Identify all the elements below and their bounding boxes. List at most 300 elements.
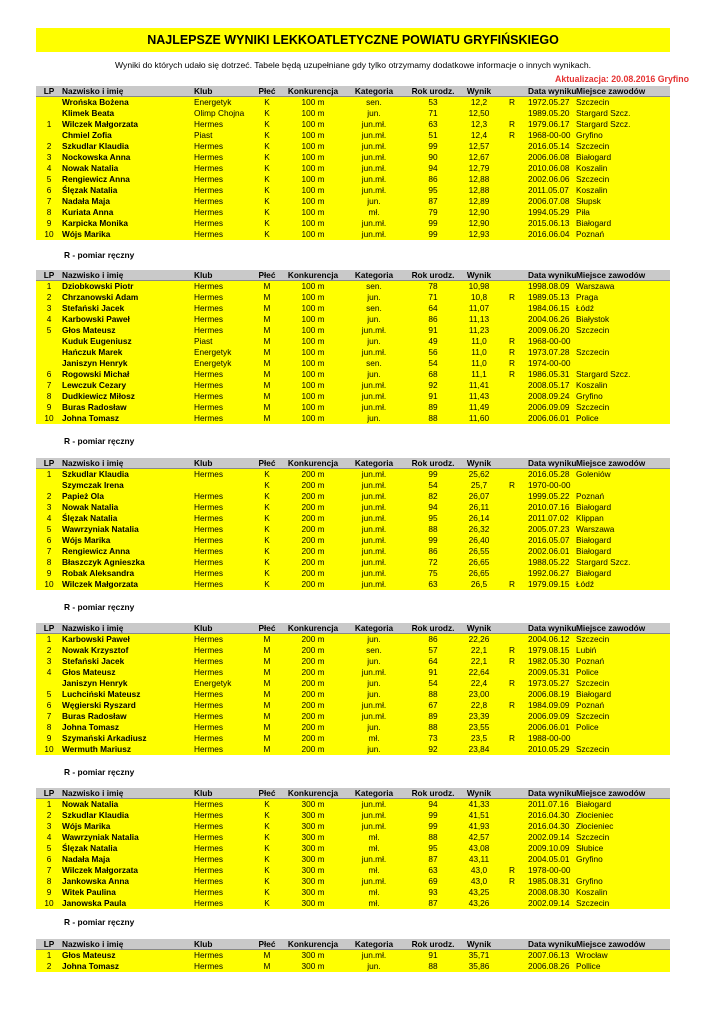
table-cell: Wójs Marika [62,821,111,831]
column-header [496,458,528,468]
table-cell: 200 m [301,469,325,479]
table-cell: 88 [428,832,438,842]
table-cell: 5 [46,843,52,853]
table-cell: Piła [576,207,590,217]
table-cell: Energetyk [194,678,232,688]
table-cell: Hermes [194,229,224,239]
table-cell: K [264,163,270,173]
table-cell: 9 [46,887,52,897]
table-cell: R [509,579,515,589]
table-cell: 87 [428,854,438,864]
table-cell [496,634,528,645]
table-row [36,810,670,821]
table-cell: 1979.09.15 [528,579,570,589]
table-cell: Hermes [194,163,224,173]
table-cell: Koszalin [576,887,608,897]
table-cell: 22,1 [470,645,488,655]
table-cell: Police [576,722,599,732]
table-cell: 43,25 [468,887,490,897]
table-cell: Energetyk [194,97,232,107]
table-cell: 2002.09.14 [528,832,570,842]
column-header: Rok urodz. [411,458,455,468]
table-cell: M [263,645,271,655]
table-row [36,799,670,810]
table-cell: R [509,336,515,346]
column-header: Konkurencja [287,939,339,949]
table-cell: 300 m [301,854,325,864]
table-cell: 26,55 [468,546,490,556]
table-cell: Hermes [194,152,224,162]
table-cell: K [264,865,270,875]
table-cell [576,733,670,744]
table-cell: 100 m [301,325,325,335]
table-row [36,391,670,402]
column-header: Konkurencja [287,458,339,468]
table-cell: 82 [428,491,438,501]
table-cell: 26,07 [468,491,490,501]
table-row [36,325,670,336]
table-cell: 71 [428,292,438,302]
table-cell: 200 m [301,579,325,589]
table-cell: Wilczek Małgorzata [62,579,139,589]
table-row [36,689,670,700]
column-header: Konkurencja [287,623,339,633]
table-cell: Police [576,413,599,423]
table-cell: Lewczuk Cezary [62,380,127,390]
table-cell: 86 [428,634,438,644]
table-cell: 26,5 [470,579,488,589]
table-cell: jun.mł. [361,821,387,831]
table-cell: 2006.09.09 [528,402,570,412]
table-cell: 64 [428,303,438,313]
table-cell: 100 m [301,347,325,357]
column-header: Nazwisko i imię [62,939,124,949]
table-cell: Kuriata Anna [62,207,114,217]
table-cell: 2008.08.30 [528,887,570,897]
table-cell: Piast [194,336,213,346]
table-cell: Szkudlar Klaudia [62,810,129,820]
table-cell: Hermes [194,711,224,721]
table-cell: jun.mł. [361,502,387,512]
table-cell: Hermes [194,634,224,644]
table-cell: jun.mł. [361,402,387,412]
table-cell: 100 m [301,336,325,346]
table-header [36,623,670,634]
table-cell: R [509,292,515,302]
table-cell: Hermes [194,865,224,875]
table-cell: Hermes [194,876,224,886]
table-cell: 1974-00-00 [528,358,571,368]
table-cell: Lubiń [576,645,597,655]
table-cell: K [264,196,270,206]
column-header: Płeć [258,788,276,798]
table-cell: 88 [428,961,438,971]
table-cell: 4 [46,513,52,523]
table-cell: Wrocław [576,950,608,960]
table-cell: 71 [428,108,438,118]
table-cell: K [264,535,270,545]
table-cell: M [263,961,271,971]
table-cell: M [263,358,271,368]
table-row [36,174,670,185]
table-cell [496,557,528,568]
table-cell: jun. [367,689,381,699]
table-cell: 2 [46,961,52,971]
table-cell: Wójs Marika [62,229,111,239]
table-cell [496,950,528,961]
column-header: Klub [194,458,213,468]
table-cell [496,961,528,972]
table-cell: Stefański Jacek [62,303,125,313]
table-cell: Wilczek Małgorzata [62,865,139,875]
table-cell: 2002.09.14 [528,898,570,908]
table-cell: Wilczek Małgorzata [62,119,139,129]
table-cell: 4 [46,163,52,173]
results-table [36,623,670,755]
table-cell: 88 [428,722,438,732]
column-header: Kategoria [354,623,394,633]
table-cell: Hermes [194,491,224,501]
table-cell: 1979.06.17 [528,119,570,129]
page-subtitle: Wyniki do których udało się dotrzeć. Tabele będą uzupełniane gdy tylko otrzymamy dodatkowe informacje o innych wynikach. [114,60,591,70]
table-cell: M [263,722,271,732]
table-cell: 300 m [301,887,325,897]
table-cell: Hermes [194,141,224,151]
table-cell [496,281,528,292]
table-cell: R [509,876,515,886]
table-row [36,656,670,667]
table-cell: 54 [428,678,438,688]
table-cell: 1999.05.22 [528,491,570,501]
table-cell: 2006.07.08 [528,196,570,206]
table-cell: 89 [428,402,438,412]
table-cell: 43,08 [468,843,490,853]
table-cell: M [263,402,271,412]
table-cell: jun.mł. [361,950,387,960]
table-cell: 8 [46,876,52,886]
table-cell: 200 m [301,502,325,512]
table-cell: 12,90 [468,218,490,228]
table-cell: 100 m [301,380,325,390]
table-cell [496,513,528,524]
table-cell: 90 [428,152,438,162]
table-cell: Szczecin [576,634,610,644]
table-cell: Police [576,667,599,677]
table-cell: jun.mł. [361,667,387,677]
table-row [36,950,670,961]
column-header: Wynik [466,86,492,96]
table-row [36,524,670,535]
table-cell: 93 [428,887,438,897]
table-cell: sen. [366,358,382,368]
table-cell: R [509,130,515,140]
table-cell [496,207,528,218]
table-cell: Złocieniec [576,810,614,820]
column-header: Nazwisko i imię [62,270,124,280]
table-cell: K [264,799,270,809]
table-cell: 6 [46,700,52,710]
column-header: Rok urodz. [411,623,455,633]
table-cell: 12,88 [468,174,490,184]
table-cell: Hermes [194,119,224,129]
table-cell: 11,0 [471,358,487,368]
table-row [36,887,670,898]
table-cell: Hermes [194,469,224,479]
column-header: Data wyniku [528,788,576,798]
table-cell: Szymański Arkadiusz [62,733,147,743]
table-cell: 200 m [301,689,325,699]
table-cell [496,391,528,402]
table-cell: jun.mł. [361,380,387,390]
table-cell: Hermes [194,799,224,809]
table-cell: Białogard [576,502,612,512]
table-cell: 3 [46,656,52,666]
table-cell: jun. [367,656,381,666]
table-cell: 86 [428,174,438,184]
table-cell: 23,84 [468,744,490,754]
column-header: Kategoria [354,939,394,949]
table-cell: 100 m [301,229,325,239]
table-cell: Hermes [194,700,224,710]
table-cell: Białogard [576,689,612,699]
table-cell: 64 [428,656,438,666]
table-row [36,854,670,865]
column-header: Konkurencja [287,270,339,280]
table-cell [496,174,528,185]
table-cell: K [264,579,270,589]
results-table [36,788,670,909]
table-cell: 2004.06.12 [528,634,570,644]
table-cell: K [264,854,270,864]
table-cell: 2010.06.08 [528,163,570,173]
table-cell: M [263,314,271,324]
table-cell: 9 [46,733,52,743]
table-cell: Poznań [576,656,605,666]
table-row [36,898,670,909]
table-cell: Szczecin [576,97,610,107]
table-cell: R [509,358,515,368]
table-cell: M [263,678,271,688]
table-cell: Goleniów [576,469,611,479]
table-cell: K [264,810,270,820]
table-cell: 1989.05.20 [528,108,570,118]
table-cell: 1994.05.29 [528,207,570,217]
table-cell: 10 [44,898,54,908]
table-cell: jun.mł. [361,185,387,195]
table-cell: Wawrzyniak Natalia [62,524,139,534]
table-row [36,218,670,229]
table-cell: 26,65 [468,557,490,567]
table-cell: Szkudlar Klaudia [62,469,129,479]
table-cell [496,854,528,865]
table-cell: K [264,887,270,897]
table-cell: 1979.08.15 [528,645,570,655]
table-cell: Papież Ola [62,491,104,501]
table-cell: Energetyk [194,358,232,368]
table-cell: Buras Radosław [62,402,127,412]
table-cell: 94 [428,502,438,512]
table-cell: K [264,469,270,479]
table-cell: 1985.08.31 [528,876,570,886]
table-cell: 100 m [301,358,325,368]
table-cell: 7 [46,546,52,556]
table-cell: Hermes [194,832,224,842]
table-cell: 100 m [301,141,325,151]
table-cell: Pollice [576,961,601,971]
table-cell: 79 [428,207,438,217]
table-cell: 63 [428,119,438,129]
table-cell: 67 [428,700,438,710]
table-cell: Słupsk [576,196,601,206]
table-cell: 300 m [301,821,325,831]
table-row [36,314,670,325]
column-header: Data wyniku [528,86,576,96]
table-cell [496,163,528,174]
table-cell: Hermes [194,292,224,302]
table-cell: 23,55 [468,722,490,732]
table-cell: Karbowski Paweł [62,634,130,644]
table-cell: Hermes [194,325,224,335]
table-cell: K [264,185,270,195]
table-row [36,130,670,141]
table-cell: Hermes [194,513,224,523]
table-cell: 12,89 [468,196,490,206]
table-cell: 2009.06.20 [528,325,570,335]
column-header: Wynik [466,458,492,468]
table-cell: 2 [46,491,52,501]
table-cell: 1973.05.27 [528,678,570,688]
table-cell: jun.mł. [361,557,387,567]
table-cell: 26,11 [468,502,490,512]
table-cell: 5 [46,524,52,534]
table-cell: R [509,656,515,666]
table-cell: Białogard [576,152,612,162]
table-cell [496,524,528,535]
table-cell: Łódź [576,303,594,313]
column-header: Klub [194,788,213,798]
table-cell: 3 [46,152,52,162]
column-header: Konkurencja [287,788,339,798]
table-cell: K [264,97,270,107]
table-cell: 300 m [301,950,325,960]
table-cell: Hermes [194,303,224,313]
table-cell: jun.mł. [361,218,387,228]
table-row [36,480,670,491]
table-cell: R [509,865,515,875]
table-cell: 1984.09.09 [528,700,570,710]
column-header: Wynik [466,939,492,949]
table-cell: 26,65 [468,568,490,578]
table-cell: Hermes [194,645,224,655]
column-header: Płeć [258,458,276,468]
table-cell: Hermes [194,207,224,217]
table-cell: K [264,152,270,162]
table-cell: 2008.05.17 [528,380,570,390]
column-header: LP [43,86,55,96]
table-cell: 8 [46,557,52,567]
table-cell: M [263,347,271,357]
table-cell: 95 [428,513,438,523]
table-cell: Głos Mateusz [62,325,116,335]
table-cell: 200 m [301,711,325,721]
table-cell [496,469,528,480]
table-cell: M [263,369,271,379]
table-cell: 73 [428,733,438,743]
table-cell: 12,57 [468,141,490,151]
table-cell: 2015.06.13 [528,218,570,228]
table-cell: jun. [367,108,381,118]
table-cell: 10,98 [468,281,490,291]
column-header: Nazwisko i imię [62,458,124,468]
table-row [36,196,670,207]
table-cell: R [509,369,515,379]
table-cell [36,336,62,347]
table-cell: 300 m [301,876,325,886]
table-cell: 11,1 [471,369,487,379]
table-cell: jun. [367,678,381,688]
page-title: NAJLEPSZE WYNIKI LEKKOATLETYCZNE POWIATU GRYFIŃSKIEGO [36,28,670,52]
table-cell: M [263,336,271,346]
table-cell: 3 [46,502,52,512]
table-cell [496,898,528,909]
table-cell: R [509,347,515,357]
table-cell: 2004.06.26 [528,314,570,324]
table-row [36,163,670,174]
table-row [36,502,670,513]
table-cell: Luchciński Mateusz [62,689,141,699]
column-header: Rok urodz. [411,270,455,280]
table-row [36,97,670,108]
column-header: Nazwisko i imię [62,623,124,633]
table-cell: 35,71 [468,950,490,960]
table-cell: Hermes [194,722,224,732]
column-header: Miejsce zawodów [576,458,646,468]
table-cell: 54 [428,480,438,490]
table-cell: 88 [428,689,438,699]
table-cell: 99 [428,229,438,239]
column-header: Klub [194,623,213,633]
column-header: Rok urodz. [411,788,455,798]
table-cell: 7 [46,196,52,206]
table-cell: 86 [428,546,438,556]
table-cell: 2016.05.28 [528,469,570,479]
table-row [36,821,670,832]
table-cell: Gryfino [576,391,603,401]
table-cell: Rengiewicz Anna [62,174,130,184]
table-cell: 200 m [301,678,325,688]
table-cell: Nadała Maja [62,854,110,864]
table-cell [496,491,528,502]
table-cell: Szczecin [576,347,610,357]
table-cell [496,325,528,336]
table-cell: 2 [46,141,52,151]
table-cell: 23,00 [468,689,490,699]
table-cell: 99 [428,469,438,479]
table-cell: 7 [46,380,52,390]
table-row [36,491,670,502]
table-cell: 26,14 [468,513,490,523]
table-cell: jun.mł. [361,469,387,479]
table-cell: jun.mł. [361,524,387,534]
table-cell: 68 [428,369,438,379]
table-cell: Hermes [194,961,224,971]
table-cell: Szczecin [576,898,610,908]
table-cell: sen. [366,97,382,107]
table-cell: jun. [367,722,381,732]
table-cell: Jankowska Anna [62,876,130,886]
table-cell: 200 m [301,513,325,523]
table-cell [496,667,528,678]
